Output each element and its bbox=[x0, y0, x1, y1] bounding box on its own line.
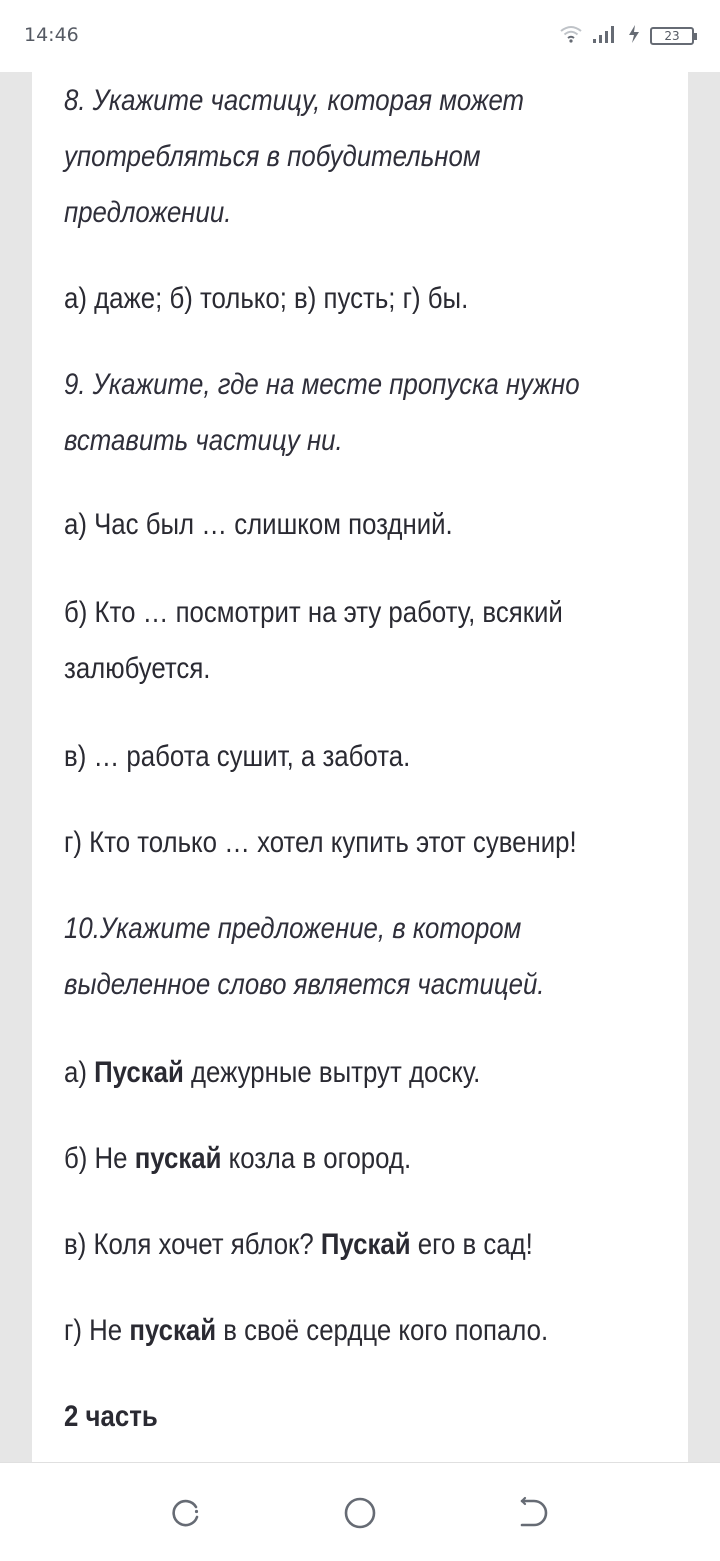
highlighted-word: пускай bbox=[134, 1142, 222, 1175]
question-10-text: 10.Укажите предложение, в котором bbox=[64, 912, 522, 945]
question-8-text: предложении. bbox=[64, 196, 232, 229]
question-8-text: 8. Укажите частицу, которая может bbox=[64, 84, 525, 117]
highlighted-word: Пускай bbox=[94, 1056, 184, 1089]
recent-apps-icon[interactable] bbox=[166, 1493, 206, 1533]
highlighted-word: пускай bbox=[129, 1314, 217, 1347]
question-9-text: вставить частицу ни. bbox=[64, 424, 343, 457]
highlighted-word: Пускай bbox=[320, 1228, 411, 1261]
content-card bbox=[32, 72, 688, 1462]
option-d: г) Кто только … хотел купить этот сувенир! bbox=[64, 826, 577, 859]
navigation-bar bbox=[0, 1462, 720, 1561]
option-b: б) Не пускай козла в огород. bbox=[64, 1142, 412, 1175]
charging-icon bbox=[628, 25, 640, 48]
option-a: а) Пускай дежурные вытрут доску. bbox=[64, 1056, 481, 1089]
question-8-options: а) даже; б) только; в) пусть; г) бы. bbox=[64, 282, 469, 315]
status-time: 14:46 bbox=[24, 24, 79, 46]
signal-icon bbox=[592, 25, 618, 48]
page-viewport[interactable] bbox=[0, 72, 720, 1462]
section-heading: 2 часть bbox=[64, 1400, 158, 1433]
option-c: в) Коля хочет яблок? Пускай его в сад! bbox=[64, 1228, 533, 1261]
wifi-icon bbox=[560, 25, 582, 48]
home-icon[interactable] bbox=[340, 1493, 380, 1533]
battery-icon: 23 bbox=[650, 27, 694, 45]
question-10-text: выделенное слово является частицей. bbox=[64, 968, 545, 1001]
option-c: в) … работа сушит, а забота. bbox=[64, 740, 411, 773]
question-9-text: 9. Укажите, где на месте пропуска нужно bbox=[64, 368, 580, 401]
option-b: б) Кто … посмотрит на эту работу, всякий bbox=[64, 596, 563, 629]
status-bar bbox=[0, 0, 720, 72]
option-d: г) Не пускай в своё сердце кого попало. bbox=[64, 1314, 549, 1347]
status-icons bbox=[560, 24, 694, 48]
option-a: а) Час был … слишком поздний. bbox=[64, 508, 453, 541]
option-b: залюбуется. bbox=[64, 652, 211, 685]
back-icon[interactable] bbox=[514, 1493, 554, 1533]
question-8-text: употребляться в побудительном bbox=[64, 140, 481, 173]
